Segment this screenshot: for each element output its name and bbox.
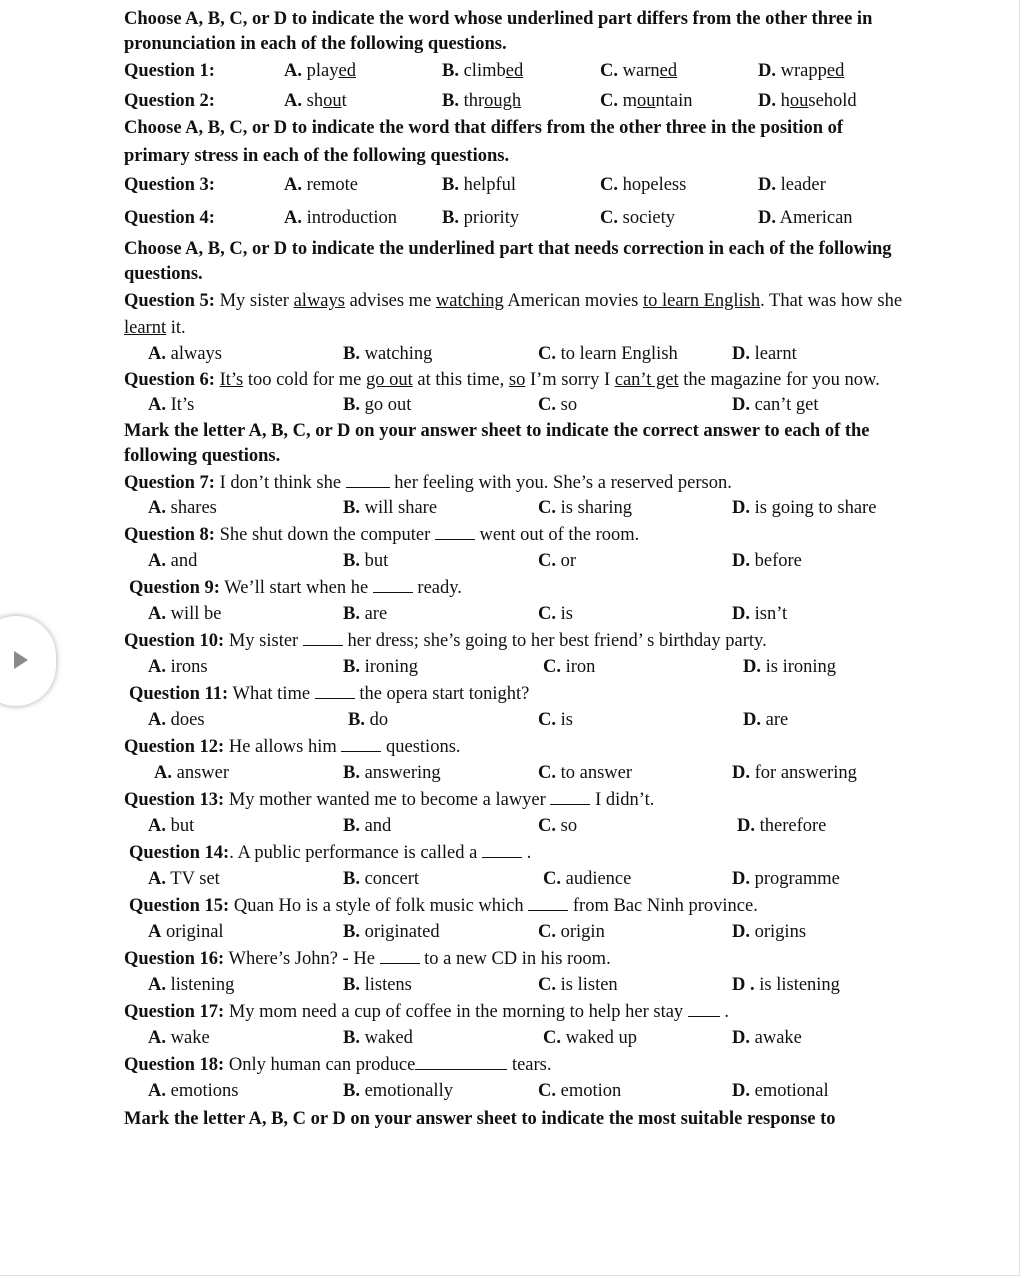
option-c: C. society bbox=[600, 207, 676, 228]
option-d: D. awake bbox=[732, 1028, 802, 1048]
answer-blank bbox=[528, 910, 568, 911]
question-15-options bbox=[124, 920, 934, 946]
worksheet bbox=[124, 7, 934, 1132]
option-c: C. is bbox=[538, 604, 573, 624]
question-6-options bbox=[124, 393, 934, 419]
option-c: C. origin bbox=[538, 922, 605, 942]
question-15-stem: Question 15: Quan Ho is a style of folk music which from Bac Ninh province. bbox=[129, 896, 758, 916]
option-a: A. does bbox=[148, 710, 205, 730]
question-18-options bbox=[124, 1079, 934, 1105]
option-b: B. but bbox=[343, 551, 389, 571]
option-d: D. learnt bbox=[732, 344, 797, 364]
question-9-stem: Question 9: We’ll start when he ready. bbox=[129, 578, 462, 598]
option-b: B. answering bbox=[343, 763, 441, 783]
question-7-stem: Question 7: I don’t think she her feeling with you. She’s a reserved person. bbox=[124, 473, 732, 493]
option-d: D. household bbox=[758, 90, 857, 111]
option-c: C. is bbox=[538, 710, 573, 730]
option-a: A. shares bbox=[148, 498, 217, 518]
play-icon bbox=[14, 651, 28, 669]
answer-blank bbox=[482, 857, 522, 858]
question-10-stem: Question 10: My sister her dress; she’s going to her best friend’ s birthday party. bbox=[124, 631, 767, 651]
option-b: B. originated bbox=[343, 922, 440, 942]
option-a: A. but bbox=[148, 816, 195, 836]
option-c: C. emotion bbox=[538, 1081, 622, 1101]
option-a: A. irons bbox=[148, 657, 208, 677]
instruction-error: Choose A, B, C, or D to indicate the underlined part that needs correction in each of the following questions. bbox=[124, 239, 892, 284]
instruction-grammar: Mark the letter A, B, C, or D on your answer sheet to indicate the correct answer to each of the following questions. bbox=[124, 421, 870, 466]
question-3 bbox=[124, 173, 934, 198]
option-b: B. concert bbox=[343, 869, 420, 889]
question-6-stem: Question 6: It’s too cold for me go out at this time, so I’m sorry I can’t get the magazine for you now. bbox=[124, 370, 880, 390]
question-13-stem: Question 13: My mother wanted me to become a lawyer I didn’t. bbox=[124, 790, 655, 810]
answer-blank bbox=[315, 698, 355, 699]
option-c: C. so bbox=[538, 816, 578, 836]
option-d: D. is ironing bbox=[743, 657, 837, 677]
question-12-stem: Question 12: He allows him questions. bbox=[124, 737, 461, 757]
option-b: B. go out bbox=[343, 395, 412, 415]
question-14-stem: Question 14:. A public performance is called a . bbox=[129, 843, 532, 863]
option-b: B. are bbox=[343, 604, 388, 624]
option-b: B. climbed bbox=[442, 61, 524, 81]
question-13-options bbox=[124, 814, 934, 840]
answer-blank bbox=[415, 1069, 507, 1070]
question-label: Question 4: bbox=[124, 207, 215, 228]
question-12-options bbox=[124, 761, 934, 787]
answer-blank bbox=[435, 539, 475, 540]
question-9-options bbox=[124, 602, 934, 628]
option-d: D. isn’t bbox=[732, 604, 788, 624]
option-b: B. will share bbox=[343, 498, 438, 518]
option-b: B. waked bbox=[343, 1028, 413, 1048]
option-c: C. hopeless bbox=[600, 175, 687, 195]
question-5-stem: Question 5: My sister always advises me watching American movies to learn English. That was how she learnt it. bbox=[124, 291, 903, 338]
option-d: D. before bbox=[732, 551, 802, 571]
question-label: Question 3: bbox=[124, 175, 215, 195]
question-7-options bbox=[124, 496, 934, 522]
question-11-stem: Question 11: What time the opera start tonight? bbox=[129, 684, 530, 704]
question-4 bbox=[124, 206, 934, 231]
option-d: D. leader bbox=[758, 175, 826, 195]
question-10-options bbox=[124, 655, 934, 681]
instruction-stress-line1: Choose A, B, C, or D to indicate the word that differs from the other three in the position of bbox=[124, 118, 844, 138]
option-d: D. American bbox=[758, 207, 853, 228]
question-17-stem: Question 17: My mom need a cup of coffee in the morning to help her stay . bbox=[124, 1002, 730, 1022]
option-a: A. It’s bbox=[148, 395, 195, 415]
instruction-response: Mark the letter A, B, C or D on your answer sheet to indicate the most suitable response to bbox=[124, 1109, 836, 1129]
option-c: C. mountain bbox=[600, 90, 693, 111]
option-a: A. wake bbox=[148, 1028, 210, 1048]
question-label: Question 1: bbox=[124, 61, 215, 81]
option-d: D. wrapped bbox=[758, 61, 845, 81]
question-8-stem: Question 8: She shut down the computer went out of the room. bbox=[124, 525, 640, 545]
option-a: A. emotions bbox=[148, 1081, 239, 1101]
option-a: A. introduction bbox=[284, 207, 398, 228]
answer-blank bbox=[346, 487, 390, 488]
question-2 bbox=[124, 89, 934, 114]
option-b: B. priority bbox=[442, 207, 520, 228]
option-a: A. shout bbox=[284, 90, 347, 111]
option-d: D. programme bbox=[732, 869, 840, 889]
option-a: A. remote bbox=[284, 175, 358, 195]
option-a: A. listening bbox=[148, 975, 235, 995]
option-b: B. listens bbox=[343, 975, 412, 995]
option-c: C. audience bbox=[543, 869, 632, 889]
option-b: B. helpful bbox=[442, 175, 516, 195]
question-18-stem: Question 18: Only human can produce tears. bbox=[124, 1055, 552, 1075]
question-14-options bbox=[124, 867, 934, 893]
option-d: D. is going to share bbox=[732, 498, 877, 518]
option-a: A. always bbox=[148, 344, 222, 364]
option-a: A. answer bbox=[154, 763, 230, 783]
option-d: D. therefore bbox=[737, 816, 827, 836]
option-d: D . is listening bbox=[732, 975, 840, 995]
option-c: C. is sharing bbox=[538, 498, 633, 518]
option-d: D. for answering bbox=[732, 763, 857, 783]
option-c: C. iron bbox=[543, 657, 596, 677]
option-d: D. are bbox=[743, 710, 789, 730]
option-c: C. warned bbox=[600, 61, 678, 81]
option-a: A. and bbox=[148, 551, 198, 571]
answer-blank bbox=[303, 645, 343, 646]
option-c: C. so bbox=[538, 395, 578, 415]
question-16-options bbox=[124, 973, 934, 999]
option-b: B. watching bbox=[343, 344, 433, 364]
option-c: C. or bbox=[538, 551, 577, 571]
option-c: C. to learn English bbox=[538, 344, 678, 364]
option-a: A. will be bbox=[148, 604, 222, 624]
question-8-options bbox=[124, 549, 934, 575]
instruction-pronunciation: Choose A, B, C, or D to indicate the word whose underlined part differs from the other three in pronunciation in each of the following questions. bbox=[124, 9, 873, 54]
question-16-stem: Question 16: Where’s John? - He to a new CD in his room. bbox=[124, 949, 611, 969]
answer-blank bbox=[550, 804, 590, 805]
option-d: D. emotional bbox=[732, 1081, 829, 1101]
question-5-options bbox=[124, 342, 934, 368]
option-a: A. played bbox=[284, 61, 356, 81]
answer-blank bbox=[341, 751, 381, 752]
answer-blank bbox=[373, 592, 413, 593]
option-a: A original bbox=[148, 922, 224, 942]
option-c: C. is listen bbox=[538, 975, 618, 995]
answer-blank bbox=[688, 1016, 720, 1017]
answer-blank bbox=[380, 963, 420, 964]
question-11-options bbox=[124, 708, 934, 734]
option-b: B. ironing bbox=[343, 657, 419, 677]
question-17-options bbox=[124, 1026, 934, 1052]
option-c: C. waked up bbox=[543, 1028, 638, 1048]
option-b: B. and bbox=[343, 816, 392, 836]
option-c: C. to answer bbox=[538, 763, 633, 783]
option-a: A. TV set bbox=[148, 869, 220, 889]
question-label: Question 2: bbox=[124, 90, 215, 111]
option-b: B. emotionally bbox=[343, 1081, 453, 1101]
option-d: D. can’t get bbox=[732, 395, 819, 415]
option-b: B. through bbox=[442, 90, 522, 111]
instruction-stress-line2: primary stress in each of the following questions. bbox=[124, 145, 510, 166]
option-b: B. do bbox=[348, 710, 389, 730]
question-1 bbox=[124, 59, 934, 84]
option-d: D. origins bbox=[732, 922, 807, 942]
